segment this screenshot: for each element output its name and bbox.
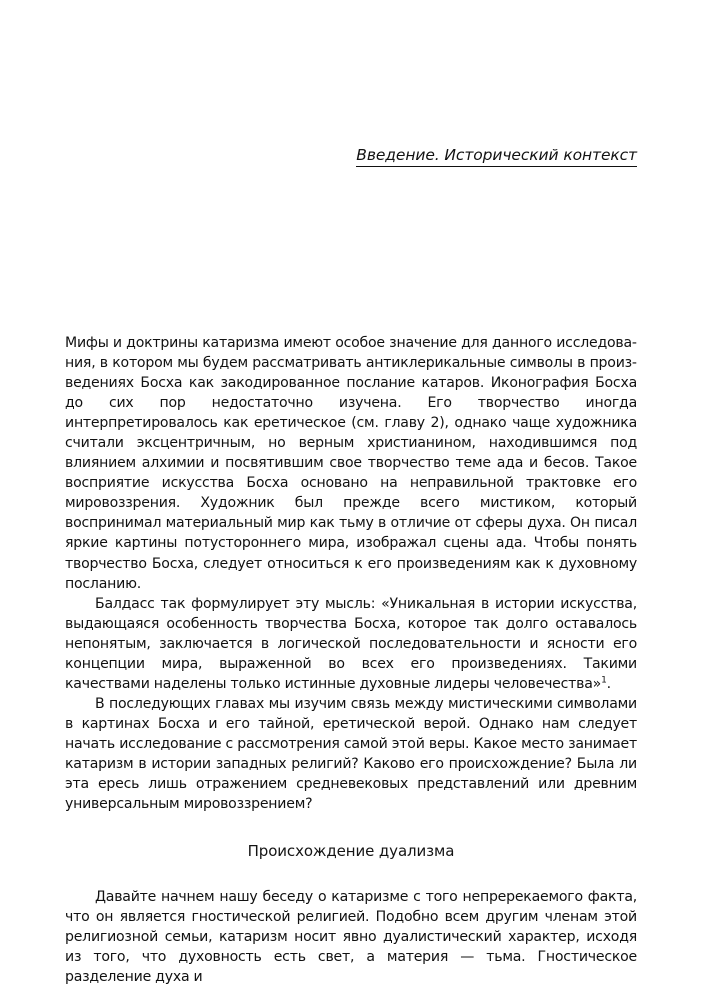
section-heading: Происхождение дуализма xyxy=(247,842,455,861)
text-column xyxy=(65,333,637,987)
paragraph-3: В последующих главах мы изучим связь между мистическими символами в картинах Босха и его тайной, еретической верой. Однако нам следует начать исследование с рассмотрения самой этой веры. Какое место занимает катаризм в истории западных религий? Каково его происхождение? Была ли эта ересь лишь отражением средневековых представлений или древним универсальным мировоззрением? xyxy=(65,695,637,813)
paragraph-2-text-after-footnote: . xyxy=(606,675,611,692)
spacer-before-heading xyxy=(65,814,637,841)
paragraph-2-text-before-footnote: Балдасс так формулирует эту мысль: «Уникальная в истории искусства, выдающаяся особенность творчества Босха, которое так долго оставалось непонятым, заключается в логической последовательности и ясности его концепции мира, выраженной во всех его произведениях. Такими качествами наделены только истинные духовные лидеры человечества» xyxy=(65,595,637,692)
footnote-marker: 1 xyxy=(601,675,607,686)
spacer-after-heading xyxy=(65,861,637,887)
running-head xyxy=(65,146,637,167)
paragraph-4: Давайте начнем нашу беседу о катаризме с того непререкаемого факта, что он является гностической религией. Подобно всем другим членам этой религиозной семьи, катаризм носит явно дуалистический характер, исходя из того, что духовность есть свет, а материя — тьма. Гностическое разделение духа и xyxy=(65,889,637,986)
paragraph-1: Мифы и доктрины катаризма имеют особое значение для данного исследования, в котором мы будем рассматривать антиклерикальные символы в произведениях Босха как закодированное послание катаров. Иконография Босха до сих пор недостаточно изучена. Его творчество иногда интерпретировалось как еретическое (см. главу 2), однако чаще художника считали эксцентричным, но верным христианином, находившимся под влиянием алхимии и посвятившим свое творчество теме ада и бесов. Такое восприятие искусства Босха основано на неправильной трактовке его мировоззрения. Художник был прежде всего мистиком, который воспринимал материальный мир как тьму в отличие от сферы духа. Он писал яркие картины потустороннего мира, изображал сцены ада. Чтобы понять творчество Босха, следует относиться к его произведениям как к духовному посланию. xyxy=(65,335,637,592)
paragraph-2 xyxy=(65,594,637,694)
running-head-text: Введение. Исторический контекст xyxy=(356,146,637,167)
